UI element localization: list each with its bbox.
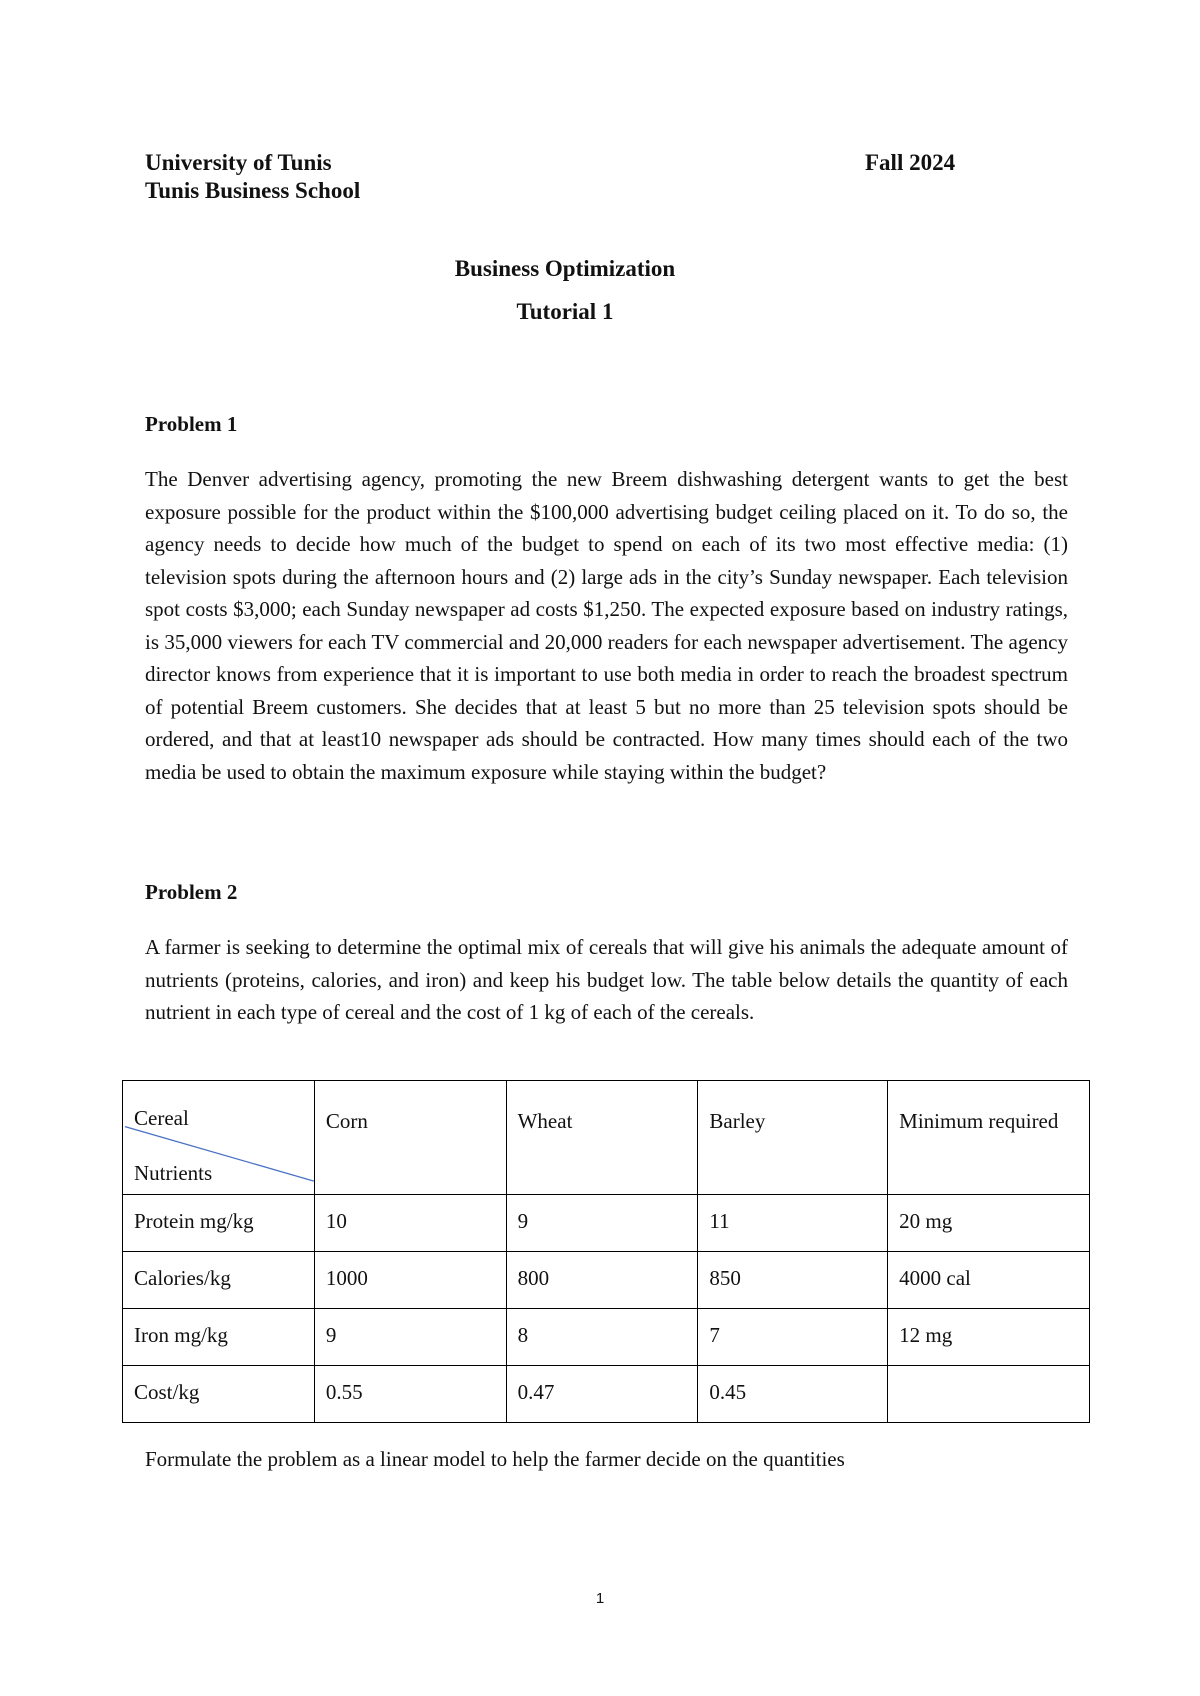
- table-cell: 1000: [314, 1252, 506, 1309]
- table-cell: 800: [506, 1252, 698, 1309]
- column-header: Minimum required: [888, 1081, 1090, 1195]
- row-label: Cost/kg: [123, 1366, 315, 1423]
- row-label: Protein mg/kg: [123, 1195, 315, 1252]
- table-cell: 0.45: [698, 1366, 888, 1423]
- table-cell: 10: [314, 1195, 506, 1252]
- table-cell: 9: [506, 1195, 698, 1252]
- table-cell: 8: [506, 1309, 698, 1366]
- term-label: Fall 2024: [865, 150, 956, 175]
- problem-2-heading: Problem 2: [145, 880, 238, 904]
- table-cell: [888, 1366, 1090, 1423]
- row-label: Iron mg/kg: [123, 1309, 315, 1366]
- university-name: University of Tunis: [145, 150, 332, 175]
- page-number: 1: [595, 1590, 605, 1607]
- table-cell: 4000 cal: [888, 1252, 1090, 1309]
- nutrient-table: [122, 1080, 1090, 1423]
- table-cell: 20 mg: [888, 1195, 1090, 1252]
- school-name: Tunis Business School: [145, 178, 361, 203]
- problem-2-instruction: Formulate the problem as a linear model to help the farmer decide on the quantities: [145, 1447, 845, 1471]
- table-header-row: [123, 1081, 1090, 1195]
- table-row: [123, 1309, 1090, 1366]
- column-header: Barley: [698, 1081, 888, 1195]
- table-cell: 11: [698, 1195, 888, 1252]
- corner-cereal-label: Cereal: [134, 1106, 189, 1130]
- table-cell: 12 mg: [888, 1309, 1090, 1366]
- problem-2-text: A farmer is seeking to determine the optimal mix of cereals that will give his animals the adequate amount of nutrients (proteins, calories, and iron) and keep his budget low. The table below details the quantity of each nutrient in each type of cereal and the cost of 1 kg of each of the cereals.: [145, 935, 1068, 1024]
- table-cell: 7: [698, 1309, 888, 1366]
- table-row: [123, 1195, 1090, 1252]
- corner-nutrients-label: Nutrients: [134, 1161, 213, 1185]
- column-header: Corn: [314, 1081, 506, 1195]
- tutorial-title: Tutorial 1: [516, 299, 614, 324]
- course-title: Business Optimization: [454, 256, 676, 281]
- problem-1-text: The Denver advertising agency, promoting the new Breem dishwashing detergent wants to get the best exposure possible for the product within the $100,000 advertising budget ceiling placed on it. To do so, the agency needs to decide how much of the budget to spend on each of its two most effective media: (1) television spots during the afternoon hours and (2) large ads in the city’s Sunday newspaper. Each television spot costs $3,000; each Sunday newspaper ad costs $1,250. The expected exposure based on industry ratings, is 35,000 viewers for each TV commercial and 20,000 readers for each newspaper advertisement. The agency director knows from experience that it is important to use both media in order to reach the broadest spectrum of potential Breem customers. She decides that at least 5 but no more than 25 television spots should be ordered, and that at least10 newspaper ads should be contracted. How many times should each of the two media be used to obtain the maximum exposure while staying within the budget?: [145, 467, 1068, 784]
- row-label: Calories/kg: [123, 1252, 315, 1309]
- column-header: Wheat: [506, 1081, 698, 1195]
- table-cell: 9: [314, 1309, 506, 1366]
- table-corner-cell: [123, 1081, 315, 1195]
- table-cell: 0.47: [506, 1366, 698, 1423]
- table-row: [123, 1366, 1090, 1423]
- table-row: [123, 1252, 1090, 1309]
- table-cell: 0.55: [314, 1366, 506, 1423]
- table-cell: 850: [698, 1252, 888, 1309]
- problem-1-heading: Problem 1: [145, 412, 238, 436]
